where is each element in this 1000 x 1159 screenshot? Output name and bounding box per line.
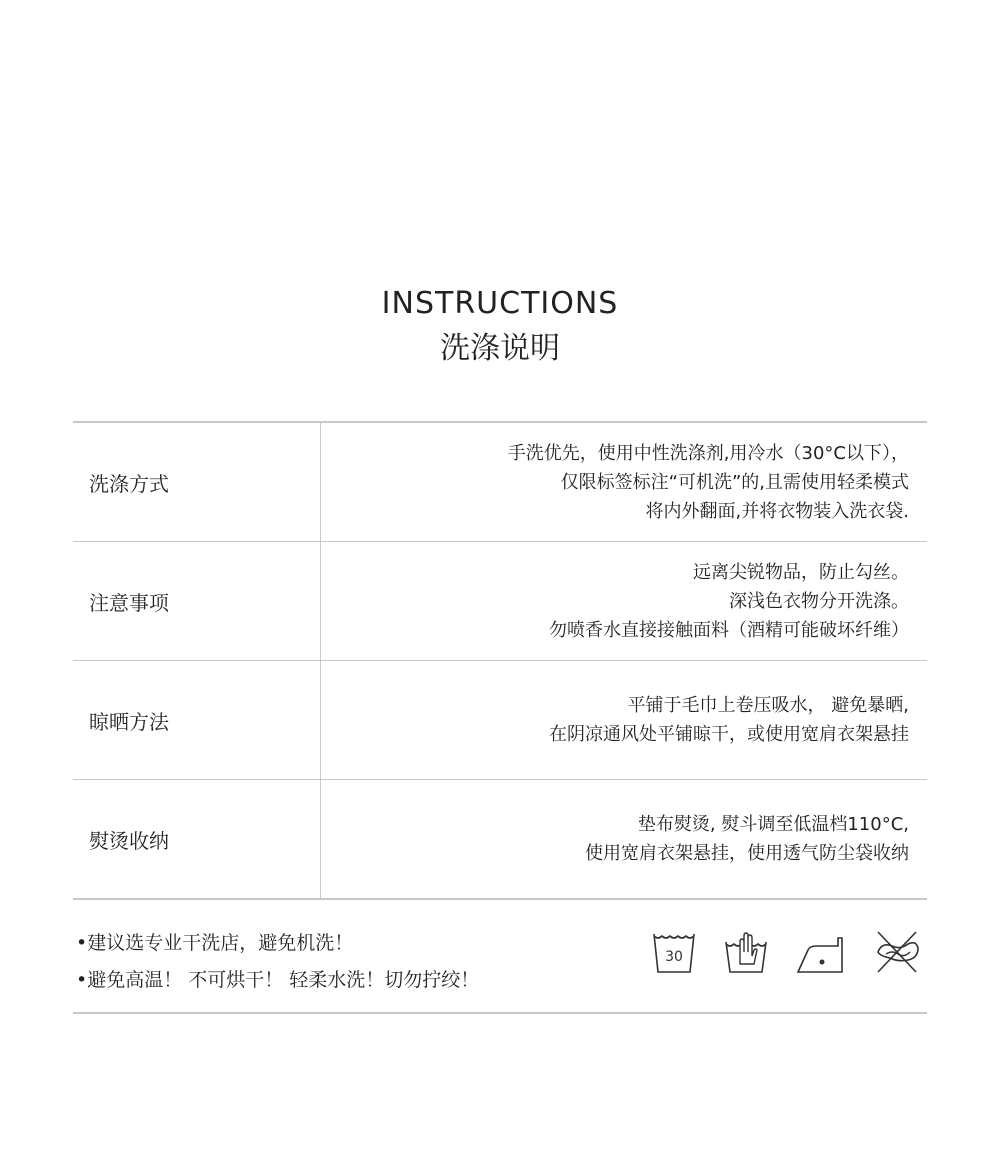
content-line: 远离尖锐物品，防止勾丝。 bbox=[693, 561, 909, 583]
care-notes bbox=[76, 925, 479, 999]
row-content bbox=[321, 780, 927, 898]
content-line: 仅限标签标注“可机洗”的,且需使用轻柔模式 bbox=[560, 471, 909, 493]
note-line: •避免高温！ 不可烘干！ 轻柔水洗！切勿拧绞！ bbox=[76, 969, 480, 991]
table-row-ironing bbox=[73, 780, 927, 900]
content-line: 手洗优先，使用中性洗涤剂,用冷水（30°C以下）， bbox=[507, 442, 909, 464]
wash-temp-label: 30 bbox=[665, 949, 683, 965]
content-line: 垫布熨烫, 熨斗调至低温档110°C, bbox=[637, 814, 909, 835]
table-row-drying bbox=[73, 661, 927, 780]
note-line: •建议选专业干洗店，避免机洗！ bbox=[76, 932, 354, 954]
row-content bbox=[321, 542, 927, 660]
row-label: 注意事项 bbox=[73, 542, 321, 660]
content-line: 深浅色衣物分开洗涤。 bbox=[729, 590, 909, 612]
iron-low-icon bbox=[794, 928, 848, 976]
content-line: 勿喷香水直接接触面料（酒精可能破坏纤维） bbox=[549, 619, 909, 641]
care-icons bbox=[650, 928, 922, 976]
content-line: 在阴凉通风处平铺晾干，或使用宽肩衣架悬挂 bbox=[549, 724, 909, 745]
content-line: 使用宽肩衣架悬挂，使用透气防尘袋收纳 bbox=[585, 843, 909, 864]
content-line: 平铺于毛巾上卷压吸水， 避免暴晒, bbox=[627, 695, 909, 716]
care-table bbox=[73, 421, 927, 900]
page-title-en: INSTRUCTIONS bbox=[381, 286, 619, 321]
content-line: 将内外翻面,并将衣物装入洗衣袋. bbox=[645, 500, 909, 522]
row-label: 熨烫收纳 bbox=[73, 780, 321, 898]
wash-30-icon bbox=[650, 928, 698, 976]
row-label: 洗涤方式 bbox=[73, 423, 321, 541]
do-not-tumble-dry-icon bbox=[872, 928, 922, 976]
table-row-notes bbox=[73, 542, 927, 661]
table-row-washing bbox=[73, 423, 927, 542]
row-label: 晾晒方法 bbox=[73, 661, 321, 779]
row-content bbox=[321, 423, 927, 541]
bottom-divider bbox=[73, 1012, 927, 1014]
page-title-cn: 洗涤说明 bbox=[440, 331, 560, 366]
row-content bbox=[321, 661, 927, 779]
hand-wash-icon bbox=[722, 928, 770, 976]
